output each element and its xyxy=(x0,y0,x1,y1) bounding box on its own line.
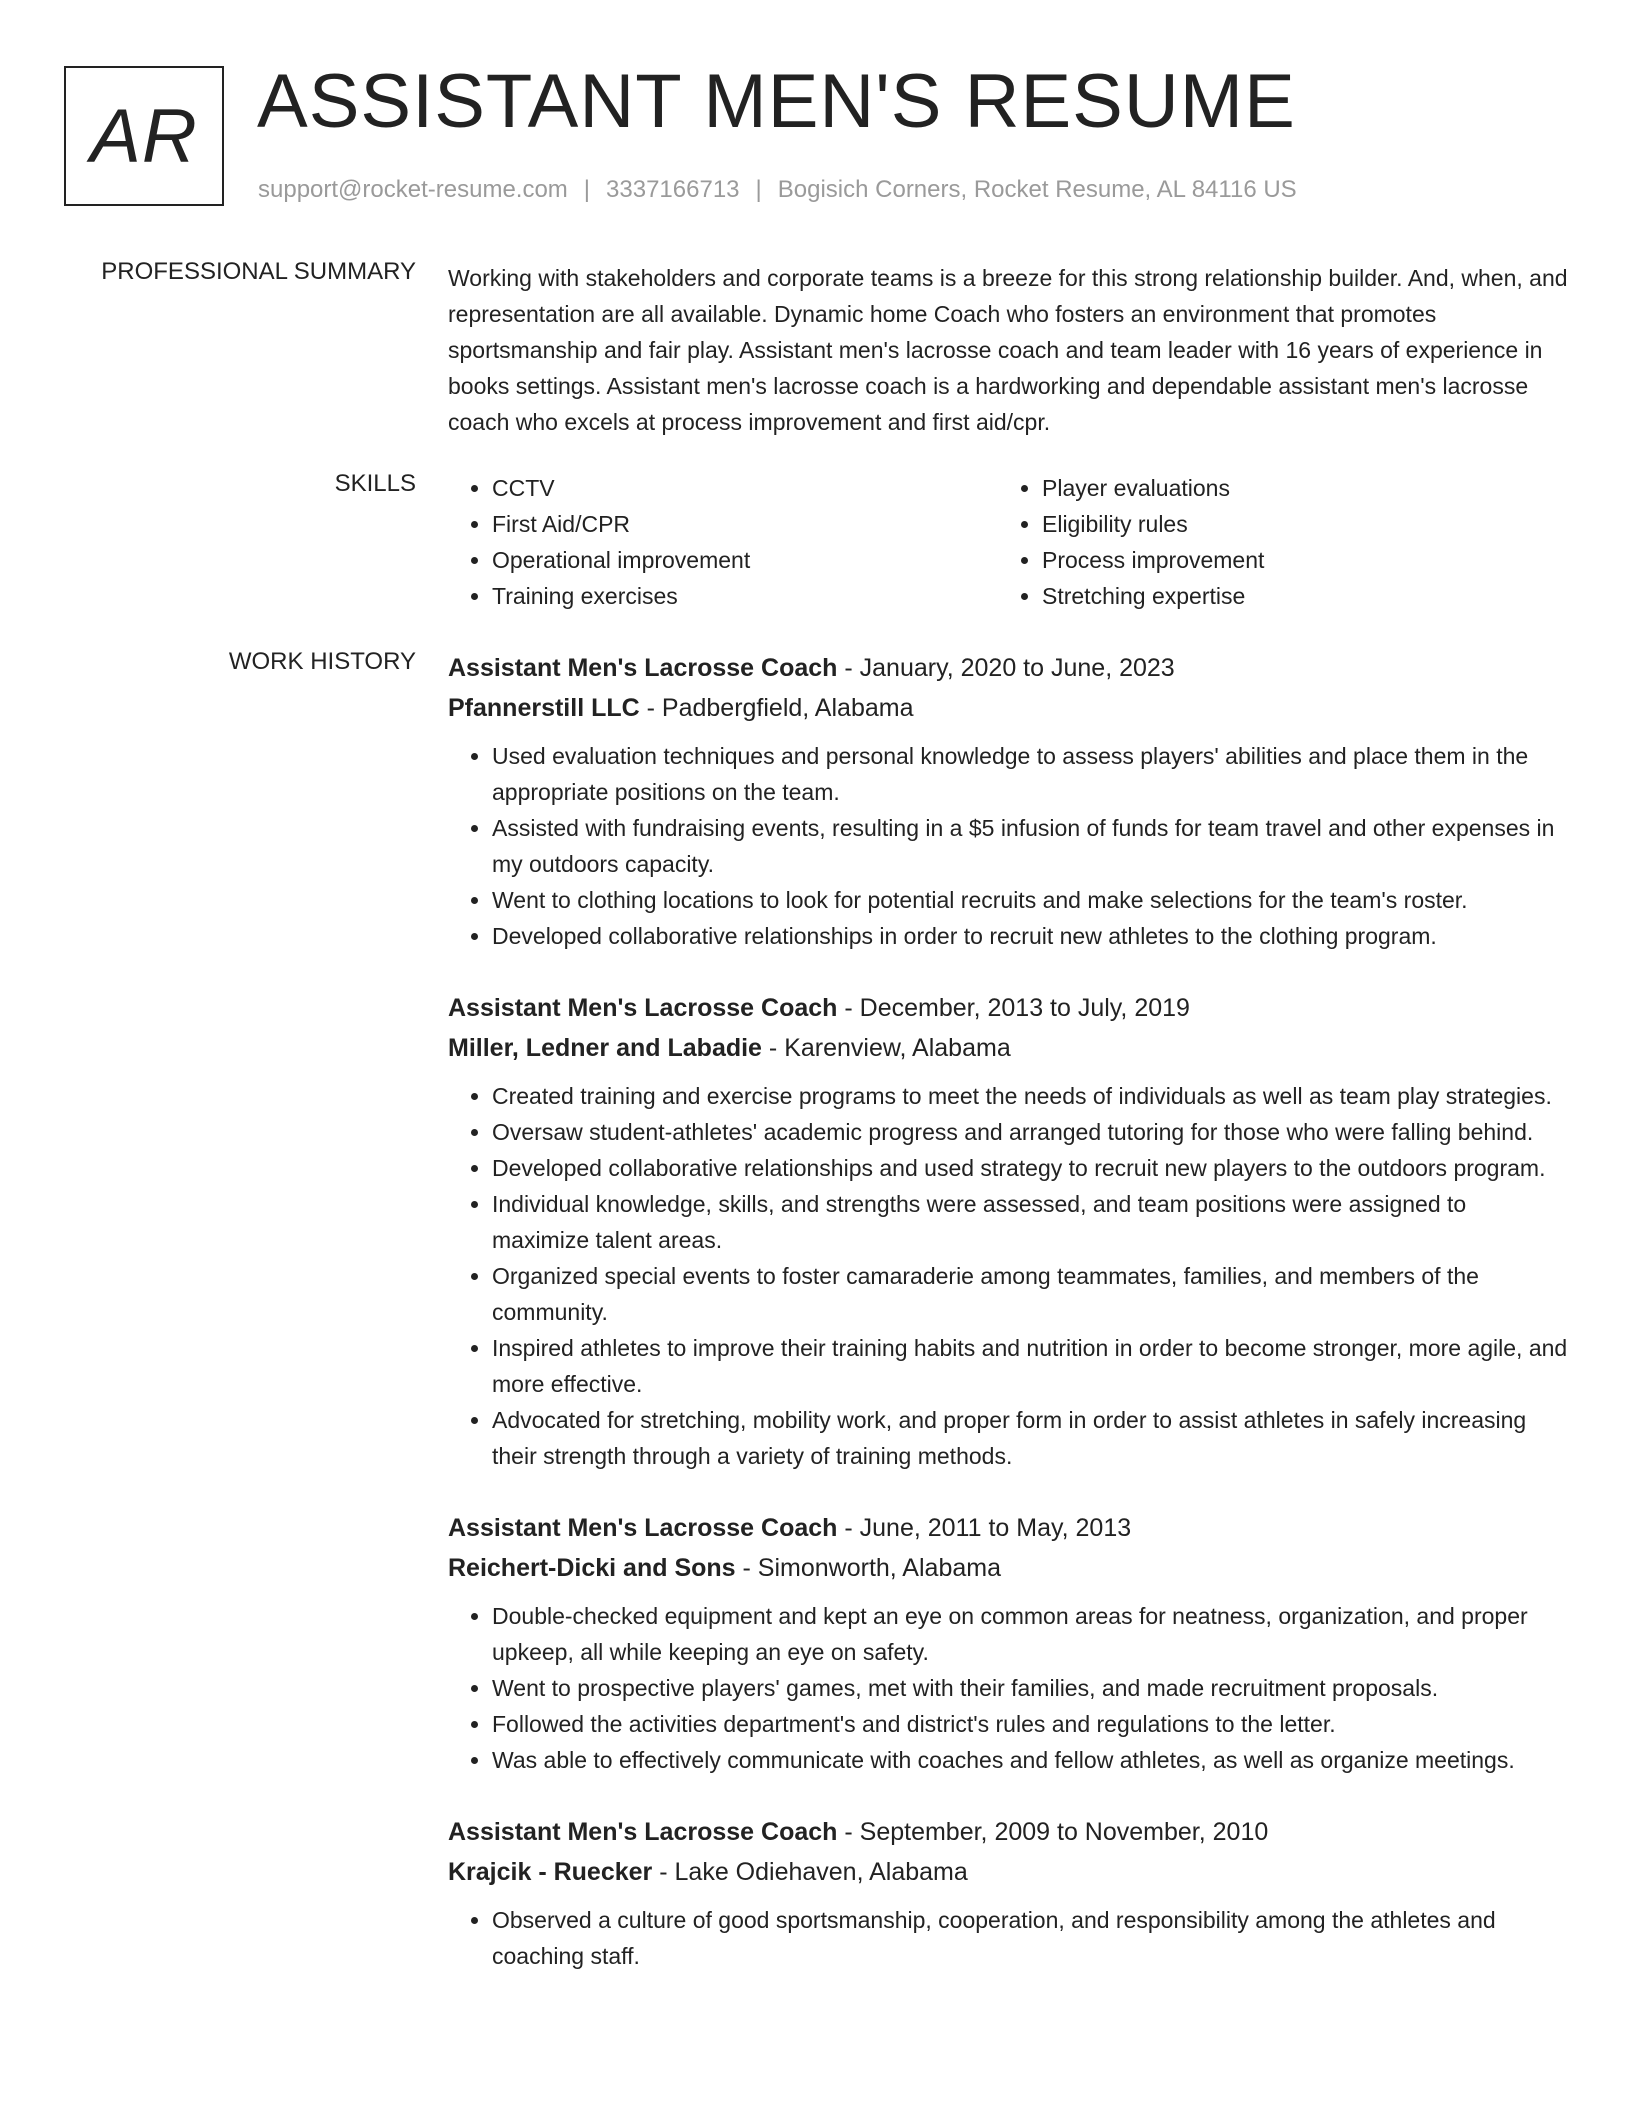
job-bullet: • Was able to effectively communicate with coaches and fellow athletes, as well as organize meetings. xyxy=(492,1742,1568,1778)
job-location: - Lake Odiehaven, Alabama xyxy=(659,1858,968,1886)
skill-item: • Eligibility rules xyxy=(1042,506,1548,542)
job-title: Assistant Men's Lacrosse Coach xyxy=(448,654,838,682)
job-bullet: • Created training and exercise programs to meet the needs of individuals as well as team play strategies. xyxy=(492,1078,1568,1114)
job-bullet: • Went to prospective players' games, met with their families, and made recruitment proposals. xyxy=(492,1670,1568,1706)
job-bullet: • Developed collaborative relationships and used strategy to recruit new players to the outdoors program. xyxy=(492,1150,1568,1186)
skill-item: • Player evaluations xyxy=(1042,470,1548,506)
job-dates: - January, 2020 to June, 2023 xyxy=(844,654,1175,682)
job-company-line xyxy=(448,1028,1568,1068)
job-title: Assistant Men's Lacrosse Coach xyxy=(448,1514,838,1542)
job-bullet: • Double-checked equipment and kept an eye on common areas for neatness, organization, and proper upkeep, all while keeping an eye on safety. xyxy=(492,1598,1568,1670)
job-title-line xyxy=(448,988,1568,1028)
job-location: - Padbergfield, Alabama xyxy=(646,694,914,722)
job-bullet: • Used evaluation techniques and personal knowledge to assess players' abilities and place them in the appropriate positions on the team. xyxy=(492,738,1568,810)
skills-body xyxy=(448,470,1568,614)
job-bullets xyxy=(448,1598,1568,1778)
skill-item: • CCTV xyxy=(492,470,998,506)
job-company-line xyxy=(448,688,1568,728)
job-title-line xyxy=(448,1812,1568,1852)
job-title: Assistant Men's Lacrosse Coach xyxy=(448,994,838,1022)
job-bullet: • Individual knowledge, skills, and strengths were assessed, and team positions were assigned to maximize talent areas. xyxy=(492,1186,1568,1258)
contact-phone[interactable]: 3337166713 xyxy=(606,176,740,203)
monogram-box xyxy=(64,66,224,206)
contact-separator: | xyxy=(755,176,762,203)
summary-text: Working with stakeholders and corporate teams is a breeze for this strong relationship builder. And, when, and representation are all available. Dynamic home Coach who fosters an environment that promotes sportsmanship and fair play. Assistant men's lacrosse coach and team leader with 16 years of experience in books settings. Assistant men's lacrosse coach is a hardworking and dependable assistant men's lacrosse coach who excels at process improvement and first aid/cpr. xyxy=(448,265,1568,435)
job-company: Krajcik - Ruecker xyxy=(448,1858,653,1886)
summary-heading: PROFESSIONAL SUMMARY xyxy=(101,258,416,285)
job-bullet: • Went to clothing locations to look for potential recruits and make selections for the team's roster. xyxy=(492,882,1568,918)
skill-item: • First Aid/CPR xyxy=(492,506,998,542)
job-company: Miller, Ledner and Labadie xyxy=(448,1034,762,1062)
job-title: Assistant Men's Lacrosse Coach xyxy=(448,1818,838,1846)
job-bullet: • Observed a culture of good sportsmanship, cooperation, and responsibility among the athletes and coaching staff. xyxy=(492,1902,1568,1974)
skills-heading: SKILLS xyxy=(334,470,416,497)
job-bullets xyxy=(448,1078,1568,1474)
job-bullet: • Oversaw student-athletes' academic progress and arranged tutoring for those who were falling behind. xyxy=(492,1114,1568,1150)
job-bullets xyxy=(448,738,1568,954)
monogram-initials: AR xyxy=(90,93,198,179)
job-bullet: • Assisted with fundraising events, resulting in a $5 infusion of funds for team travel and other expenses in my outdoors capacity. xyxy=(492,810,1568,882)
skill-item: • Process improvement xyxy=(1042,542,1548,578)
job-entry xyxy=(448,988,1568,1474)
job-entry xyxy=(448,648,1568,954)
job-location: - Karenview, Alabama xyxy=(768,1034,1011,1062)
job-bullet: • Organized special events to foster camaraderie among teammates, families, and members of the community. xyxy=(492,1258,1568,1330)
contact-email[interactable]: support@rocket-resume.com xyxy=(258,176,568,203)
job-company-line xyxy=(448,1852,1568,1892)
job-title-line xyxy=(448,1508,1568,1548)
contact-line xyxy=(258,176,1297,204)
job-company: Reichert-Dicki and Sons xyxy=(448,1554,736,1582)
job-entry xyxy=(448,1812,1568,1974)
job-company: Pfannerstill LLC xyxy=(448,694,640,722)
job-dates: - June, 2011 to May, 2013 xyxy=(844,1514,1132,1542)
job-entry xyxy=(448,1508,1568,1778)
skills-grid xyxy=(448,470,1568,614)
contact-separator: | xyxy=(583,176,591,203)
work-history-heading: WORK HISTORY xyxy=(228,648,416,675)
skill-item: • Stretching expertise xyxy=(1042,578,1548,614)
job-bullets xyxy=(448,1902,1568,1974)
job-company-line xyxy=(448,1548,1568,1588)
contact-address: Bogisich Corners, Rocket Resume, AL 84116 US xyxy=(777,176,1297,203)
job-location: - Simonworth, Alabama xyxy=(742,1554,1001,1582)
job-dates: - September, 2009 to November, 2010 xyxy=(844,1818,1269,1846)
job-title-line xyxy=(448,648,1568,688)
job-dates: - December, 2013 to July, 2019 xyxy=(844,994,1190,1022)
work-history-body xyxy=(448,648,1568,2008)
skills-list-right xyxy=(998,470,1548,614)
job-bullet: • Followed the activities department's and district's rules and regulations to the letter. xyxy=(492,1706,1568,1742)
job-bullet: • Developed collaborative relationships in order to recruit new athletes to the clothing program. xyxy=(492,918,1568,954)
skills-list-left xyxy=(448,470,998,614)
job-bullet: • Advocated for stretching, mobility work, and proper form in order to assist athletes in safely increasing their strength through a variety of training methods. xyxy=(492,1402,1568,1474)
skill-item: • Training exercises xyxy=(492,578,998,614)
job-bullet: • Inspired athletes to improve their training habits and nutrition in order to become stronger, more agile, and more effective. xyxy=(492,1330,1568,1402)
resume-title: ASSISTANT MEN'S RESUME xyxy=(257,59,1296,144)
skill-item: • Operational improvement xyxy=(492,542,998,578)
